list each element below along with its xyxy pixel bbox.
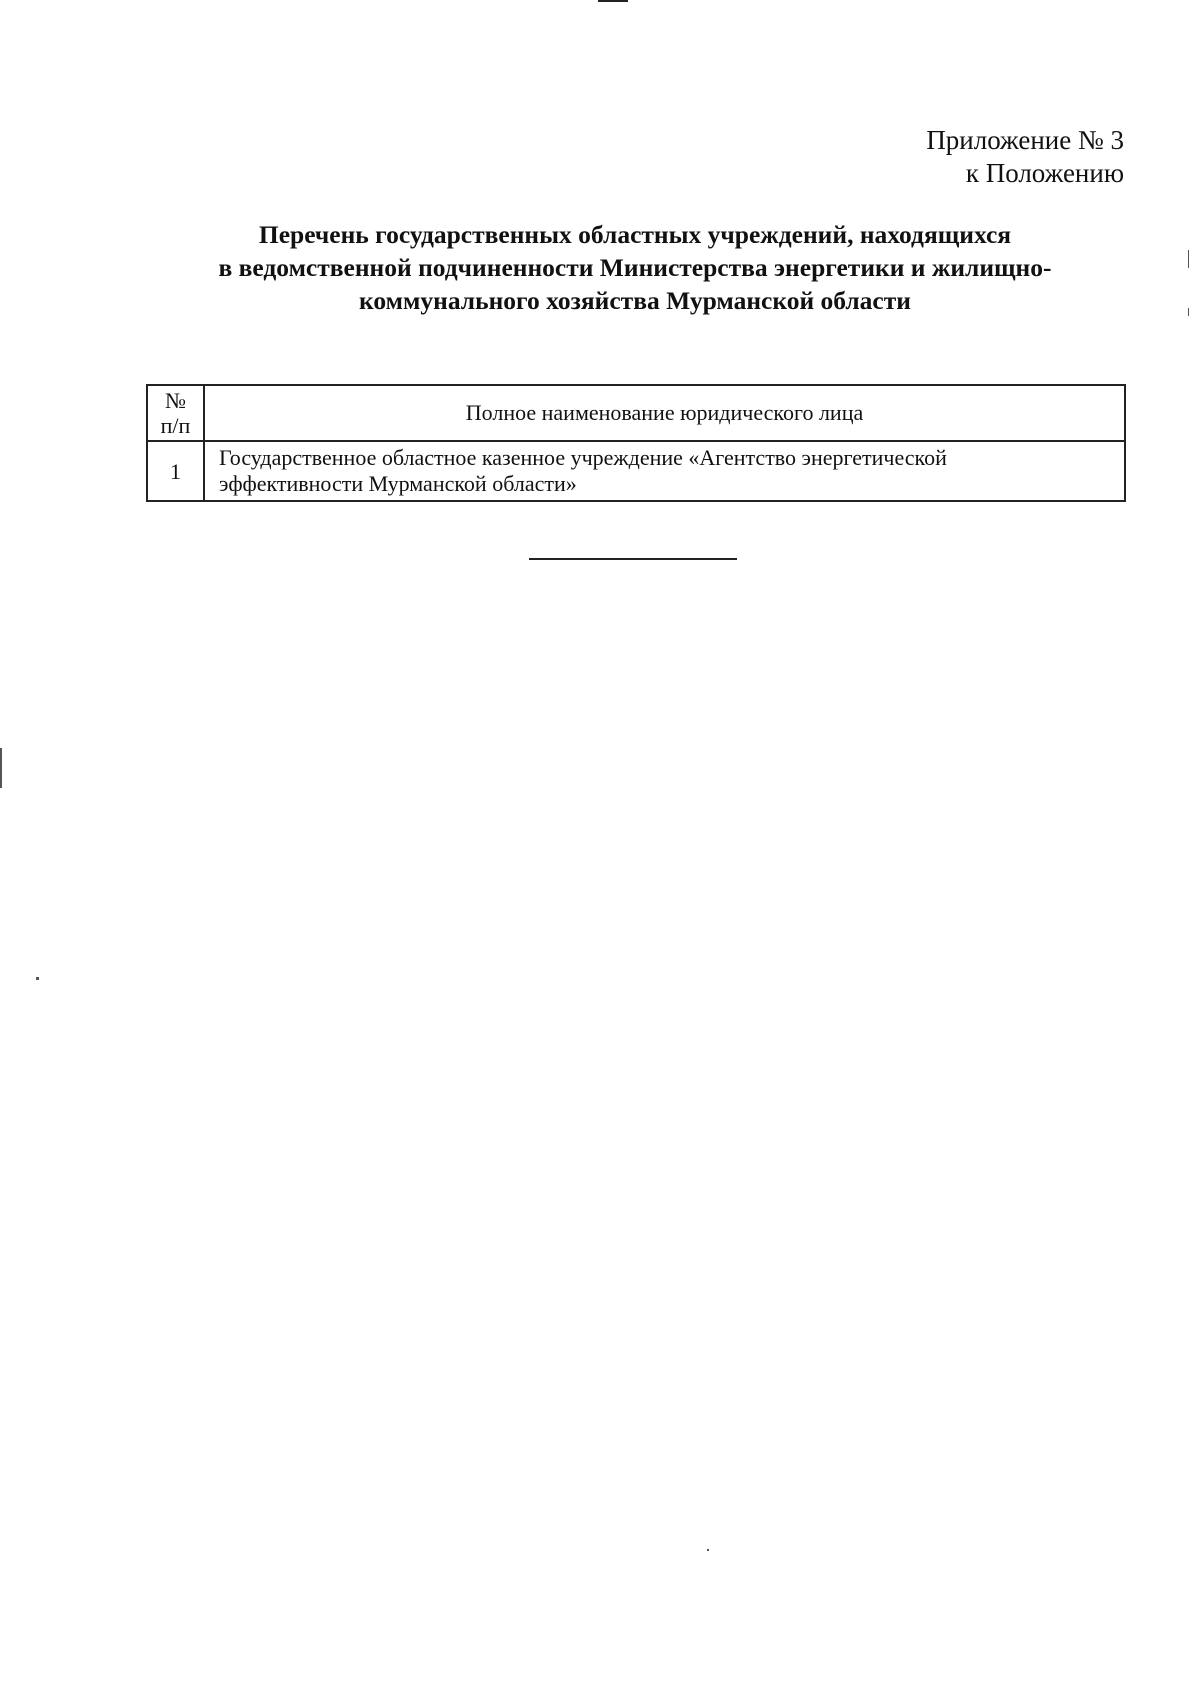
scan-mark-right-1 [1188, 250, 1189, 268]
row-number: 1 [147, 441, 204, 501]
institutions-table [146, 384, 1126, 502]
table-header-row [147, 385, 1125, 441]
appendix-number: Приложение № 3 [926, 125, 1124, 155]
title-line-3: коммунального хозяйства Мурманской области [359, 286, 911, 315]
scan-mark-left-edge [0, 748, 2, 788]
scan-speck-bottom [707, 1549, 709, 1551]
closing-rule [529, 558, 737, 560]
title-line-2: в ведомственной подчиненности Министерства энергетики и жилищно- [218, 253, 1052, 282]
row-name-line-1: Государственное областное казенное учреждение «Агентство энергетической [219, 445, 947, 470]
table-row [147, 441, 1125, 501]
appendix-target: к Положению [965, 158, 1124, 188]
header-name: Полное наименование юридического лица [204, 385, 1125, 441]
scan-top-mark [598, 0, 628, 2]
scan-speck-left [36, 977, 39, 980]
header-number-sign: № [165, 388, 186, 413]
scan-mark-right-2 [1188, 308, 1189, 316]
appendix-reference [926, 124, 1124, 190]
row-name-line-2: эффективности Мурманской области» [219, 471, 577, 496]
row-name [204, 441, 1125, 501]
document-title [120, 218, 1150, 317]
header-number [147, 385, 204, 441]
header-number-abbr: п/п [160, 413, 191, 438]
title-line-1: Перечень государственных областных учреждений, находящихся [258, 220, 1012, 249]
